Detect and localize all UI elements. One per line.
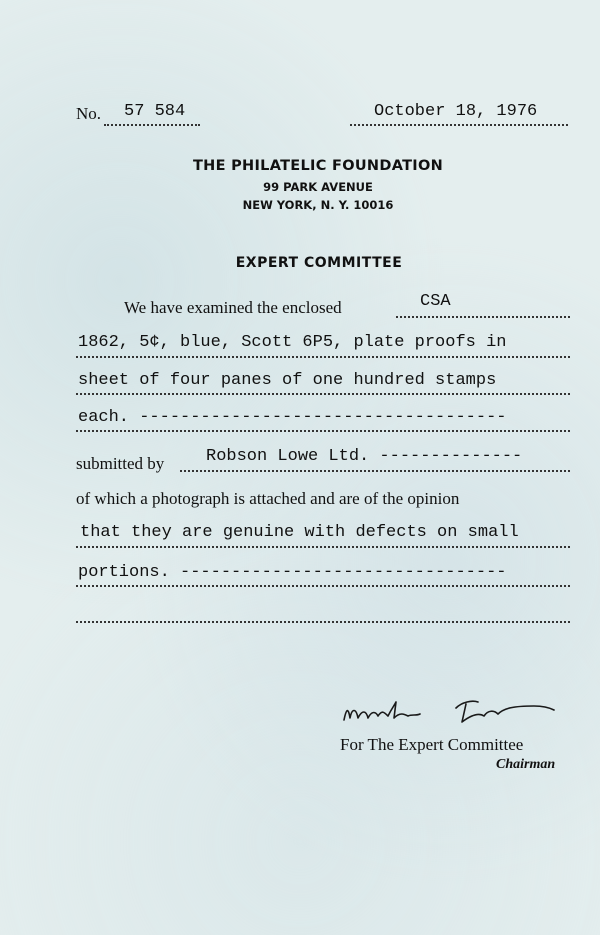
submitted-by-label: submitted by <box>76 454 165 473</box>
organization-name: THE PHILATELIC FOUNDATION <box>192 158 444 174</box>
chairman-title: Chairman <box>496 757 556 772</box>
opinion-line-2-dots <box>76 585 570 587</box>
certificate-number-label: No. <box>76 104 102 123</box>
signature-image <box>338 692 558 732</box>
submitted-by-dots <box>180 470 570 472</box>
opinion-line-1-dots <box>76 546 570 548</box>
item-line-3: sheet of four panes of one hundred stamps <box>78 371 497 390</box>
expert-committee-heading: EXPERT COMMITTEE <box>235 255 403 271</box>
number-dotted-line <box>104 124 200 126</box>
opinion-line-1: that they are genuine with defects on small <box>80 523 519 542</box>
item-line-4: each. ------------------------------------ <box>78 408 507 427</box>
for-committee-text: For The Expert Committee <box>340 735 524 754</box>
opinion-label: of which a photograph is attached and are of the opinion <box>76 489 460 508</box>
certificate-date: October 18, 1976 <box>374 102 538 121</box>
opinion-line-2: portions. -------------------------------- <box>78 563 507 582</box>
submitted-by-value: Robson Lowe Ltd. -------------- <box>206 447 523 466</box>
date-dotted-line <box>350 124 568 126</box>
item-line-1-dots <box>396 316 570 318</box>
item-line-3-dots <box>76 393 570 395</box>
certificate-number-value: 57 584 <box>124 102 186 121</box>
item-line-1: CSA <box>420 292 451 311</box>
address-line-2: NEW YORK, N. Y. 10016 <box>242 198 394 212</box>
item-line-4-dots <box>76 430 570 432</box>
item-line-2-dots <box>76 356 570 358</box>
blank-line-dots <box>76 621 570 623</box>
item-line-2: 1862, 5¢, blue, Scott 6P5, plate proofs in <box>78 333 507 352</box>
examined-label: We have examined the enclosed <box>124 298 342 317</box>
address-line-1: 99 PARK AVENUE <box>263 180 373 194</box>
